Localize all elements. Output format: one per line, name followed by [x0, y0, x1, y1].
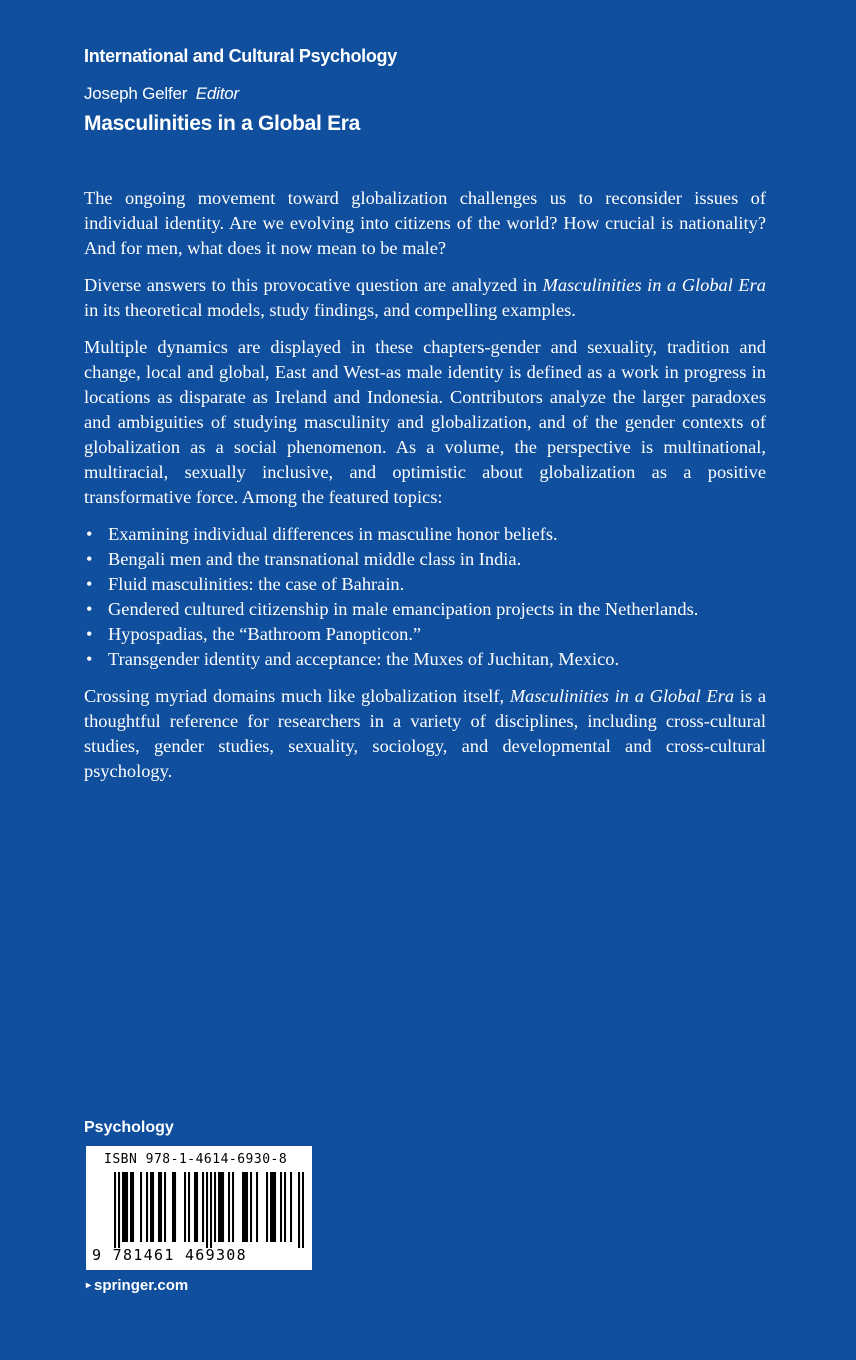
barcode-bar — [130, 1172, 132, 1242]
bullet-icon: • — [86, 649, 93, 669]
barcode-bar — [184, 1172, 186, 1242]
topic-text: Fluid masculinities: the case of Bahrain. — [108, 574, 405, 594]
barcode-bar — [218, 1172, 220, 1242]
topic-text: Transgender identity and acceptance: the Muxes of Juchitan, Mexico. — [108, 649, 620, 669]
isbn-label: ISBN 978-1-4614-6930-8 — [104, 1152, 288, 1167]
barcode-bar — [174, 1172, 176, 1242]
barcode-bar — [250, 1172, 252, 1242]
barcode-bar — [270, 1172, 272, 1242]
barcode-bar — [196, 1172, 198, 1242]
topic-text: Hypospadias, the “Bathroom Panopticon.” — [108, 624, 422, 644]
editor-name: Joseph Gelfer — [84, 84, 188, 103]
barcode-bar — [122, 1172, 124, 1242]
topic-text: Gendered cultured citizenship in male emancipation projects in the Netherlands. — [108, 599, 699, 619]
subject-label: Psychology — [84, 1119, 174, 1136]
barcode-bar — [118, 1172, 120, 1248]
isbn-barcode — [86, 1146, 312, 1270]
barcode-bar — [146, 1172, 148, 1242]
barcode-bar — [126, 1172, 128, 1242]
barcode-bar — [210, 1172, 212, 1248]
barcode-bar — [206, 1172, 208, 1248]
barcode-bar — [140, 1172, 142, 1242]
barcode-bar — [164, 1172, 166, 1242]
barcode-bar — [232, 1172, 234, 1242]
barcode-bar — [202, 1172, 204, 1242]
list-item — [84, 597, 766, 622]
barcode-bar — [222, 1172, 224, 1242]
list-item — [84, 622, 766, 647]
barcode-bar — [246, 1172, 248, 1242]
blurb-paragraph-2 — [84, 273, 766, 323]
barcode-bar — [272, 1172, 274, 1242]
barcode-bar — [256, 1172, 258, 1242]
barcode-bar — [160, 1172, 162, 1242]
ean-digits: 9 781461 469308 — [92, 1246, 247, 1264]
barcode-bar — [172, 1172, 174, 1242]
barcode-bar — [124, 1172, 126, 1242]
barcode-bar — [150, 1172, 152, 1242]
barcode-bar — [214, 1172, 216, 1242]
barcode-bar — [152, 1172, 154, 1242]
bullet-icon: • — [86, 624, 93, 644]
blurb-paragraph-3: Multiple dynamics are displayed in these chapters-gender and sexuality, tradition and change, local and global, East and West-as male identity is defined as a work in progress in locations as disparate as Ireland and Indonesia. Contributors analyze the larger paradoxes and ambiguities of studying masculinity and globalization, and of the gender contexts of globalization as a social phenomenon. As a volume, the perspective is multinational, multiracial, sexually inclusive, and optimistic about globalization as a positive transformative force. Among the featured topics: — [84, 337, 766, 507]
blurb-text: is a thoughtful reference for researchers in a variety of disciplines, including cross-cultural studies, gender studies, sexuality, sociology, and developmental and cross-cultural psychology. — [84, 686, 767, 781]
blurb-text: Crossing myriad domains much like globalization itself, — [84, 686, 510, 706]
editor-line — [84, 84, 239, 104]
topics-list — [84, 522, 766, 672]
topic-text: Bengali men and the transnational middle class in India. — [108, 549, 522, 569]
barcode-bar — [114, 1172, 116, 1248]
barcode-bar — [188, 1172, 190, 1242]
list-item — [84, 522, 766, 547]
bullet-icon: • — [86, 599, 93, 619]
barcode-bar — [266, 1172, 268, 1242]
series-title: International and Cultural Psychology — [84, 46, 397, 66]
bullet-icon: • — [86, 574, 93, 594]
book-title-italic: Masculinities in a Global Era — [509, 686, 735, 706]
website-text[interactable]: springer.com — [94, 1277, 189, 1294]
barcode-bar — [302, 1172, 304, 1248]
barcode-bar — [244, 1172, 246, 1242]
barcode-bar — [228, 1172, 230, 1242]
bullet-icon: • — [86, 549, 93, 569]
arrow-icon: ▸ — [86, 1280, 92, 1291]
barcode-bar — [290, 1172, 292, 1242]
barcode-bar — [298, 1172, 300, 1248]
barcode-icon — [114, 1172, 304, 1248]
barcode-bar — [242, 1172, 244, 1242]
barcode-bar — [158, 1172, 160, 1242]
barcode-bar — [220, 1172, 222, 1242]
barcode-bar — [132, 1172, 134, 1242]
blurb-paragraph-4 — [84, 684, 766, 784]
book-title-italic: Masculinities in a Global Era — [542, 275, 766, 295]
list-item — [84, 647, 766, 672]
barcode-bar — [280, 1172, 282, 1242]
blurb-paragraph-1: The ongoing movement toward globalization challenges us to reconsider issues of individual identity. Are we evolving into citizens of the world? How crucial is nationality? And for men, what does it now mean to be male? — [84, 188, 766, 258]
blurb — [84, 186, 766, 796]
blurb-text: in its theoretical models, study findings, and compelling examples. — [84, 300, 576, 320]
editor-role: Editor — [195, 84, 239, 103]
website-link[interactable] — [86, 1277, 188, 1294]
barcode-bar — [274, 1172, 276, 1242]
barcode-bar — [194, 1172, 196, 1242]
list-item — [84, 547, 766, 572]
list-item — [84, 572, 766, 597]
blurb-text: Diverse answers to this provocative question are analyzed in — [84, 275, 543, 295]
bullet-icon: • — [86, 524, 93, 544]
book-title: Masculinities in a Global Era — [84, 112, 361, 135]
barcode-bar — [284, 1172, 286, 1242]
topic-text: Examining individual differences in masculine honor beliefs. — [108, 524, 558, 544]
